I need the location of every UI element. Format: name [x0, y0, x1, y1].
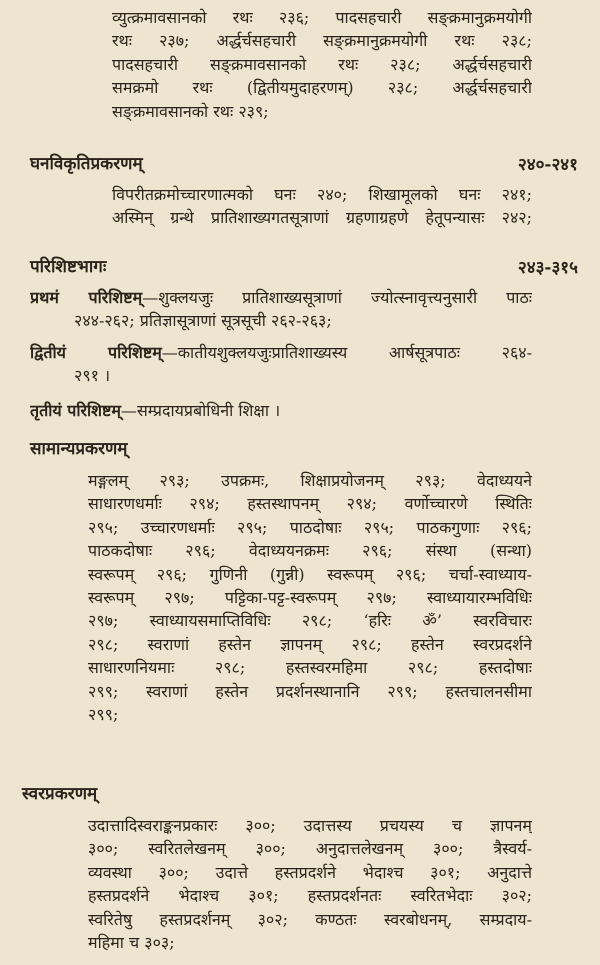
- intro-line: समक्रमो रथः (द्वितीयमुदाहरणम्) २३८; अर्द्धर्चसहचारी: [112, 78, 532, 98]
- ghana-body: [112, 183, 532, 230]
- samanya-line: २९९;: [88, 705, 119, 725]
- svara-line: व्यवस्था ३००; उदात्ते हस्तप्रदर्शने भेदाश्च ३०१; अनुदात्ते: [88, 862, 532, 882]
- section-heading-ghana: घनविकृतिप्रकरणम्: [30, 154, 143, 174]
- svara-line: उदात्तादिस्वराङ्कनप्रकारः ३००; उदात्तस्य प्रचयस्य च ज्ञापनम्: [88, 816, 532, 835]
- item-lead: तृतीयं परिशिष्टम्: [30, 401, 121, 420]
- item-line-2: २४४-२६२; प्रतिज्ञासूत्राणां सूत्रसूची २६२-२६३;: [74, 311, 332, 331]
- samanya-line: २९५; उच्चारणधर्माः २९५; पाठदोषाः २९५; पाठकगुणाः २९६;: [88, 517, 532, 537]
- samanya-line: स्वरूपम् २९६; गुणिनी (गुन्नी) स्वरूपम् २९६; चर्चा-स्वाध्याय-: [88, 564, 532, 584]
- intro-line: सङ्क्रमावसानको रथः २३९;: [112, 101, 269, 121]
- intro-line: रथः २३७; अर्द्धर्चसहचारी सङ्क्रमानुक्रमयोगी रथः २३८;: [112, 31, 532, 51]
- parishishta-item-2: [30, 341, 532, 388]
- svara-line: ३००; स्वरितलेखनम् ३००; अनुदात्तलेखनम् ३००; त्रैस्वर्य-: [88, 839, 532, 859]
- samanya-line: साधारणनियमाः २९८; हस्तस्वरमहिमा २९८; हस्तदोषाः: [88, 658, 532, 678]
- intro-block: [112, 6, 532, 123]
- samanya-body: [88, 469, 532, 726]
- samanya-line: पाठकदोषाः २९६; वेदाध्ययनक्रमः २९६; संस्था (सन्था): [88, 541, 532, 561]
- intro-line: व्युत्क्रमावसानको रथः २३६; पादसहचारी सङ्क्रमानुक्रमयोगी: [112, 8, 532, 27]
- samanya-line: स्वरूपम् २९७; पट्टिका-पट्ट-स्वरूपम् २९७; स्वाध्यायारम्भविधिः: [88, 588, 532, 608]
- item-text: —कातीयशुक्लयजुःप्रातिशाख्यस्य आर्षसूत्रपाठः २६४-: [161, 343, 532, 362]
- item-line-2: २९१ ।: [74, 366, 111, 386]
- section-heading-parishishta: परिशिष्टभागः: [30, 257, 107, 277]
- item-lead: द्वितीयं परिशिष्टम्: [30, 343, 162, 362]
- ghana-line: अस्मिन् ग्रन्थे प्रातिशाख्यगतसूत्राणां ग्रहणाग्रहणे हेतूपन्यासः २४२;: [112, 208, 532, 228]
- section-heading-samanya: सामान्यप्रकरणम्: [30, 439, 128, 459]
- svara-body: [88, 814, 532, 954]
- item-lead: प्रथमं परिशिष्टम्: [30, 288, 143, 307]
- svara-line: स्वरितेषु हस्तप्रदर्शनम् ३०२; कण्ठतः स्वरबोधनम्, सम्प्रदाय-: [88, 909, 532, 929]
- ghana-line: विपरीतक्रमोच्चारणात्मको घनः २४०; शिखामूलको घनः २४१;: [112, 185, 532, 204]
- intro-line: पादसहचारी सङ्क्रमावसानको रथः २३८; अर्द्धर्चसहचारी: [112, 54, 532, 74]
- page-range-parishishta: २४३-३१५: [517, 258, 578, 278]
- svara-line: महिमा च ३०३;: [88, 933, 175, 953]
- svara-line: हस्तप्रदर्शने भेदाश्च ३०१; हस्तप्रदर्शनतः स्वरितभेदाः ३०२;: [88, 886, 532, 906]
- item-text: —सम्प्रदायप्रबोधिनी शिक्षा ।: [120, 401, 281, 420]
- samanya-line: मङ्गलम् २९३; उपक्रमः, शिक्षाप्रयोजनम् २९३; वेदाध्ययने: [88, 471, 532, 490]
- parishishta-item-3: [30, 399, 532, 422]
- section-heading-svara: स्वरप्रकरणम्: [22, 784, 98, 804]
- item-text: —शुक्लयजुः प्रातिशाख्यसूत्राणां ज्योत्स्नावृत्त्यनुसारी पाठः: [142, 288, 532, 307]
- parishishta-item-1: [30, 286, 532, 333]
- samanya-line: २९७; स्वाध्यायसमाप्तिविधिः २९८; ‘हरिः ॐ’ स्वरविचारः: [88, 611, 532, 631]
- samanya-line: साधारणधर्माः २९४; हस्तस्थापनम् २९४; वर्णोच्चारणे स्थितिः: [88, 494, 532, 514]
- samanya-line: २९९; स्वराणां हस्तेन प्रदर्शनस्थानानि २९९; हस्तचालनसीमा: [88, 681, 532, 701]
- page-range-ghana: २४०-२४१: [517, 155, 578, 175]
- samanya-line: २९८; स्वराणां हस्तेन ज्ञापनम् २९८; हस्तेन स्वरप्रदर्शने: [88, 634, 532, 654]
